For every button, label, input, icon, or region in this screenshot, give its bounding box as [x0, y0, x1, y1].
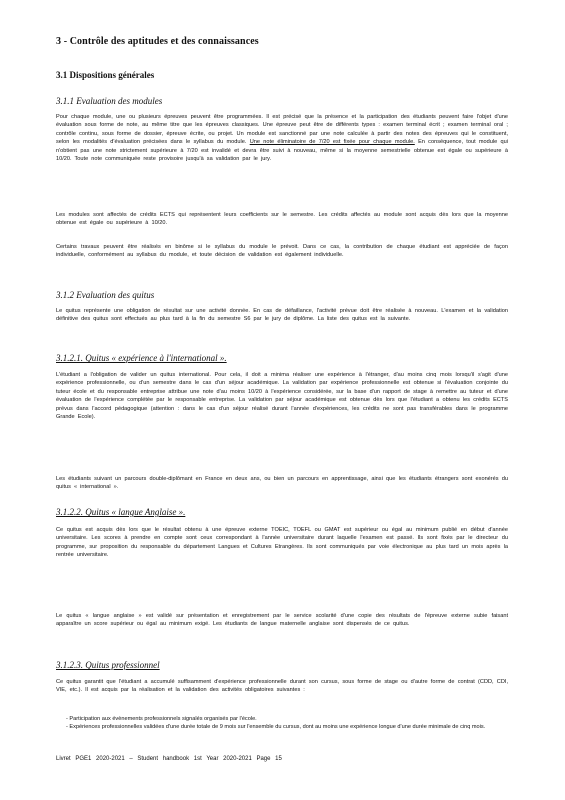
- paragraph-ects-credits: Les modules sont affectés de crédits ECTS qui représentent leurs coefficients sur le semestre. Les crédits affectés au module sont acquis dès lors que la moyenne obtenue est égale ou supérieure à 10/20.: [56, 212, 508, 227]
- list-item: - Expériences professionnelles validées d'une durée totale de 9 mois sur l'ensemble du cursus, dont au moins une expérience longue d'une durée minimale de cinq mois.: [66, 724, 486, 731]
- paragraph-text-continued: En conséquence, tout module qui n'obtient pas une note strictement supérieure à 7/20 est invalidé et devra être suivi à nouveau, même si la moyenne semestrielle obtenue est égale ou supérieure à 10/20. Toute note communiquée reste provisoire jusqu'à sa validation par le jury.: [56, 139, 508, 163]
- paragraph-international-exemption: Les étudiants suivant un parcours double-diplômant en France en deux ans, ou bien un parcours en apprentissage, ainsi que les étudiants étrangers sont exonérés du quitus « international ».: [56, 476, 508, 491]
- eliminatory-note-text: Une note éliminatoire de 7/20 est fixée pour chaque module.: [249, 139, 415, 146]
- paragraph-module-evaluation: [56, 113, 508, 163]
- paragraph-english-quitus: Ce quitus est acquis dès lors que le résultat obtenu à une épreuve externe TOEIC, TOEFL ou GMAT est supérieur ou égal au minimum publié en début d'année universitaire. Les scores à prendre en compte sont ceux correspondant à l'année universitaire durant laquelle l'examen est passé. Ils sont fixés par le directeur du programme, sur proposition du responsable du département Langues et Cultures Etrangères. Ils sont communiqués par voie électronique au plus tard un mois après la rentrée universitaire.: [56, 527, 508, 559]
- heading-section-3-1-2: 3.1.2 Evaluation des quitus: [56, 290, 155, 300]
- heading-section-3-1: 3.1 Dispositions générales: [56, 70, 155, 80]
- paragraph-english-validation: Le quitus « langue anglaise » est validé sur présentation et enregistrement par le service scolarité d'une copie des résultats de l'épreuve externe subie faisant apparaître un score supérieur ou égal au minimum exigé. Les étudiants de langue maternelle anglaise sont dispensés de ce quitus.: [56, 613, 508, 628]
- page-footer: Livret PGE1 2020-2021 – Student handbook 1st Year 2020-2021 Page 15: [56, 756, 282, 762]
- paragraph-quitus: Le quitus représente une obligation de résultat sur une activité donnée. En cas de défaillance, l'activité prévue doit être réalisée à nouveau. L'examen et la validation définitive des quitus sont effectués au plus tard à la fin du semestre S6 par le jury de diplôme. La liste des quitus est la suivante.: [56, 308, 508, 323]
- heading-section-3-1-2-2: 3.1.2.2. Quitus « langue Anglaise ».: [56, 507, 186, 517]
- paragraph-international-quitus: L'étudiant a l'obligation de valider un quitus international. Pour cela, il doit a minima réaliser une expérience à l'étranger, d'au moins cinq mois lorsqu'il s'agit d'une expérience professionnelle, ou d'un semestre dans le cas d'un séjour académique. La validation par expérience professionnelle est obtenue si l'évaluation conjointe du tuteur école et du responsable entreprise attribue une note d'au moins 10/20 à l'expérience considérée, sur la base d'un rapport de stage à remettre au tuteur et d'une évaluation de l'expérience complétée par le responsable entreprise. La validation par séjour académique est obtenue dès lors que l'étudiant a obtenu les crédits ECTS prévus dans l'accord pédagogique (attention : dans le cas d'un séjour réalisé durant l'année d'expériences, les crédits ne sont pas transférables dans le programme Grande Ecole).: [56, 372, 508, 421]
- paragraph-professional-quitus: Ce quitus garantit que l'étudiant a accumulé suffisamment d'expérience professionnelle durant son cursus, sous forme de stage ou d'autre forme de contrat (CDD, CDI, VIE, etc.). Il est acquis par la réalisation et la validation des activités obligatoires suivantes :: [56, 679, 508, 694]
- paragraph-binome-work: Certains travaux peuvent être réalisés en binôme si le syllabus du module le prévoit. Dans ce cas, la contribution de chaque étudiant est appréciée de façon individuelle, conformément au syllabus du module, et toute décision de validation est également individuelle.: [56, 244, 508, 259]
- heading-main: 3 - Contrôle des aptitudes et des connaissances: [56, 36, 259, 47]
- professional-activities-list: [66, 715, 506, 732]
- paragraph-text: Pour chaque module, une ou plusieurs épreuves peuvent être programmées. Il est précisé que la présence et la participation des étudiants peuvent faire l'objet d'une évaluation sous forme de note, au même titre que les épreuves classiques. Une épreuve peut être de différents types : examen terminal écrit ; examen terminal oral ; contrôle continu, sous forme de dossier, épreuve écrite, ou projet. Un module est sanctionné par une note calculée à partir des notes des épreuves qui le constituent, selon les modalités d'évaluation précisées dans le syllabus du module.: [56, 114, 508, 146]
- heading-section-3-1-2-3: 3.1.2.3. Quitus professionnel: [56, 660, 160, 670]
- heading-section-3-1-2-1: 3.1.2.1. Quitus « expérience à l'international ».: [56, 353, 227, 363]
- list-item: - Participation aux évènements professionnels signalés organisés par l'école.: [66, 716, 257, 722]
- heading-section-3-1-1: 3.1.1 Evaluation des modules: [56, 96, 163, 106]
